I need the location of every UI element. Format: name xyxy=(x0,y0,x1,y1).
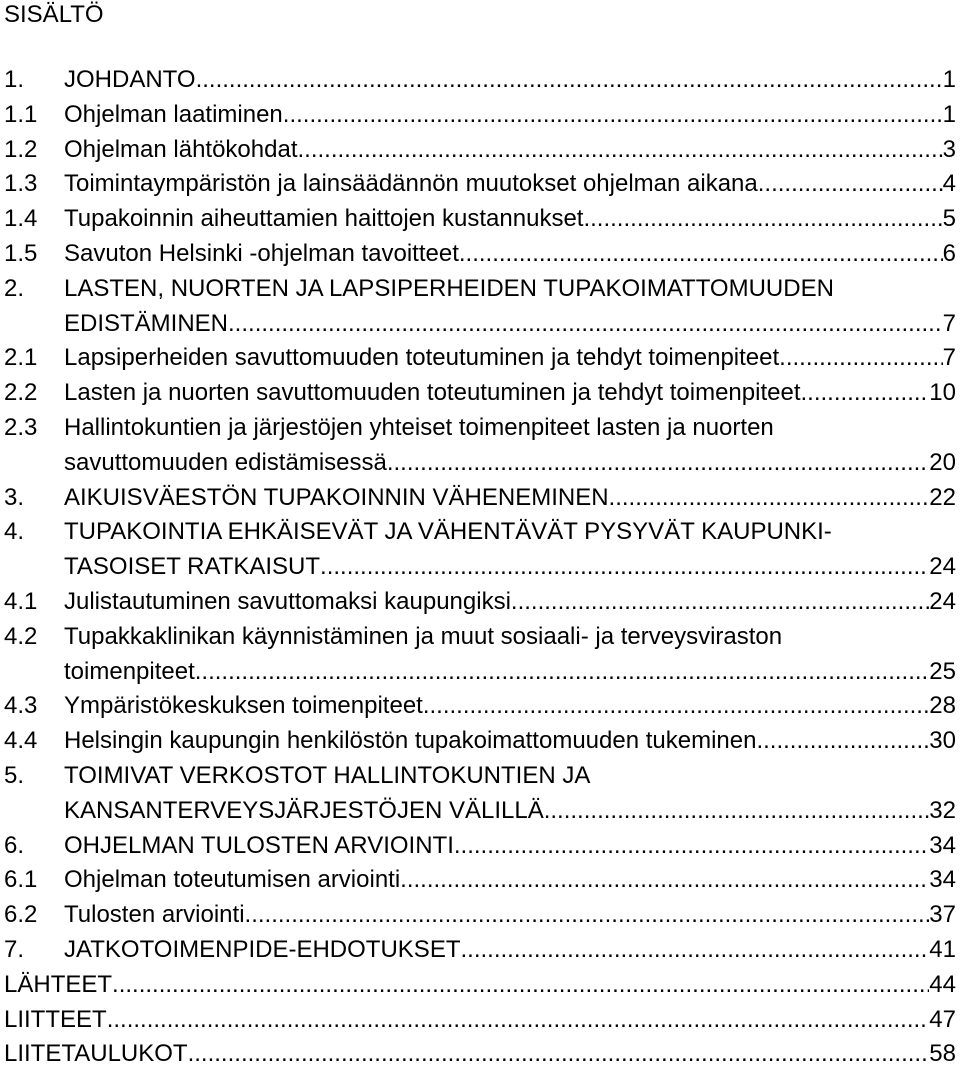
toc-page-number: 28 xyxy=(929,692,956,720)
toc-entry-title: Lapsiperheiden savuttomuuden toteutuminen ja tehdyt toimenpiteet xyxy=(64,344,780,372)
toc-leader-dots xyxy=(196,63,943,97)
toc-page-number: 10 xyxy=(929,379,956,407)
toc-leader-dots xyxy=(544,794,930,828)
toc-page-number: 7 xyxy=(942,344,956,372)
toc-entry-number: 6. xyxy=(4,831,25,859)
toc-page-number: 41 xyxy=(929,936,956,963)
toc-entry-number: 7. xyxy=(4,936,25,963)
toc-entry-number xyxy=(4,307,64,341)
toc-entry-title: toimenpiteet xyxy=(64,657,195,685)
toc-page-number: 24 xyxy=(929,588,956,615)
toc-page-number: 1 xyxy=(942,66,956,93)
toc-entry-number xyxy=(4,655,64,689)
toc-entry-continuation xyxy=(4,272,956,306)
toc-entry-title: Tupakkaklinikan käynnistäminen ja muut sosiaali- ja terveysviraston xyxy=(64,622,783,650)
toc-entry-title: Ohjelman laatiminen xyxy=(64,100,283,128)
toc-page-number: 44 xyxy=(929,970,956,998)
toc-leader-dots xyxy=(107,1003,930,1037)
toc-entry-number: 6.1 xyxy=(4,866,38,894)
toc-entry-continuation xyxy=(4,759,956,793)
toc-entry xyxy=(4,1003,956,1037)
toc-entry-number: 5. xyxy=(4,762,25,789)
toc-page-number: 5 xyxy=(942,205,956,233)
toc-leader-dots xyxy=(320,550,929,584)
toc-entry xyxy=(4,724,956,758)
toc-page-number: 30 xyxy=(929,727,956,755)
toc-entry-title: LASTEN, NUORTEN JA LAPSIPERHEIDEN TUPAKOIMATTOMUUDEN xyxy=(64,274,834,302)
toc-leader-dots xyxy=(758,167,943,201)
toc-entry-number: 4.3 xyxy=(4,692,38,720)
toc-entry xyxy=(4,585,956,619)
toc-entry-number: 4.2 xyxy=(4,622,38,650)
toc-entry-number: 1.4 xyxy=(4,205,38,233)
toc-entry-title: KANSANTERVEYSJÄRJESTÖJEN VÄLILLÄ xyxy=(64,796,544,824)
toc-entry-title: Hallintokuntien ja järjestöjen yhteiset toimenpiteet lasten ja nuorten xyxy=(64,414,774,441)
toc-page-number: 34 xyxy=(929,831,956,859)
toc-leader-dots xyxy=(245,898,930,932)
toc-entry-title: Tulosten arviointi xyxy=(64,901,245,929)
toc-entry-title: Julistautuminen savuttomaksi kaupungiksi xyxy=(64,588,511,615)
toc-entry-title: JATKOTOIMENPIDE-EHDOTUKSET xyxy=(64,936,461,963)
toc-entry xyxy=(4,550,956,584)
toc-entry xyxy=(4,376,956,410)
toc-leader-dots xyxy=(400,863,929,897)
toc-page-number: 32 xyxy=(929,796,956,824)
toc-page-number: 7 xyxy=(942,309,956,337)
toc-page-number: 3 xyxy=(942,135,956,163)
toc-entry xyxy=(4,307,956,341)
toc-page-number: 37 xyxy=(929,901,956,929)
toc-entry-number xyxy=(4,794,64,828)
toc-entry-title: TUPAKOINTIA EHKÄISEVÄT JA VÄHENTÄVÄT PYSYVÄT KAUPUNKI- xyxy=(64,518,832,546)
toc-entry xyxy=(4,98,956,132)
toc-heading: SISÄLTÖ xyxy=(4,1,104,28)
toc-entry xyxy=(4,968,956,1002)
toc-entry-title: Helsingin kaupungin henkilöstön tupakoimattomuuden tukeminen xyxy=(64,727,757,755)
toc-leader-dots xyxy=(609,481,930,515)
toc-entry-number: 1.5 xyxy=(4,240,38,267)
toc-entry xyxy=(4,446,956,480)
toc-entry xyxy=(4,794,956,828)
toc-leader-dots xyxy=(112,968,929,1002)
toc-entry xyxy=(4,202,956,236)
toc-leader-dots xyxy=(460,933,929,967)
toc-entry-number: 1. xyxy=(4,66,25,93)
toc-entry xyxy=(4,1037,956,1071)
toc-page-number: 22 xyxy=(929,483,956,511)
toc-leader-dots xyxy=(454,829,929,863)
toc-leader-dots xyxy=(779,341,942,375)
toc-leader-dots xyxy=(228,307,943,341)
toc-entry xyxy=(4,481,956,515)
toc-entry xyxy=(4,829,956,863)
toc-entry-title: Ohjelman lähtökohdat xyxy=(64,135,298,163)
toc-entry-title: LIITETAULUKOT xyxy=(4,1040,188,1068)
toc-entry xyxy=(4,933,956,967)
toc-entry xyxy=(4,898,956,932)
toc-entry-title: savuttomuuden edistämisessä xyxy=(64,448,387,476)
toc-page-number: 20 xyxy=(929,448,956,476)
toc-page-number: 47 xyxy=(929,1005,956,1033)
toc-leader-dots xyxy=(756,724,929,758)
toc-entry-number: 6.2 xyxy=(4,901,38,929)
toc-entry-number: 2. xyxy=(4,274,25,302)
toc-page-number: 25 xyxy=(929,657,956,685)
toc-entry-number: 1.3 xyxy=(4,170,38,198)
toc-entry-title: TOIMIVAT VERKOSTOT HALLINTOKUNTIEN JA xyxy=(64,762,591,789)
toc-entry xyxy=(4,655,956,689)
toc-entry xyxy=(4,863,956,897)
toc-leader-dots xyxy=(583,202,942,236)
toc-entry-title: EDISTÄMINEN xyxy=(64,309,229,337)
toc-entry-number: 4.1 xyxy=(4,588,38,615)
toc-page-number: 4 xyxy=(942,170,956,198)
toc-leader-dots xyxy=(511,585,929,619)
toc-entry-title: Toimintaympäristön ja lainsäädännön muutokset ohjelman aikana xyxy=(64,170,758,198)
toc-entry-number xyxy=(4,550,64,584)
toc-entry-number: 2.2 xyxy=(4,379,38,407)
toc-entry xyxy=(4,133,956,167)
toc-leader-dots xyxy=(801,376,930,410)
toc-entry-number: 1.1 xyxy=(4,100,38,128)
toc-entry-title: TASOISET RATKAISUT xyxy=(64,553,321,581)
toc-entry-title: AIKUISVÄESTÖN TUPAKOINNIN VÄHENEMINEN xyxy=(64,483,609,511)
toc-entry-title: LÄHTEET xyxy=(4,970,113,998)
toc-entry xyxy=(4,689,956,723)
toc-entry-title: LIITTEET xyxy=(4,1005,107,1033)
toc-leader-dots xyxy=(387,446,929,480)
toc-leader-dots xyxy=(459,237,943,271)
toc-entry-number: 4. xyxy=(4,518,25,546)
toc-entry-title: Lasten ja nuorten savuttomuuden toteutuminen ja tehdyt toimenpiteet xyxy=(64,379,801,407)
toc-entry-title: Savuton Helsinki -ohjelman tavoitteet xyxy=(64,240,459,267)
toc-leader-dots xyxy=(195,655,930,689)
toc-entry-number: 1.2 xyxy=(4,135,38,163)
toc-leader-dots xyxy=(188,1037,930,1071)
toc-page-number: 6 xyxy=(942,240,956,267)
toc-entry-title: JOHDANTO xyxy=(64,66,196,93)
toc-entry xyxy=(4,237,956,271)
toc-page-number: 34 xyxy=(929,866,956,894)
toc-leader-dots xyxy=(297,133,942,167)
toc-entry-number: 2.1 xyxy=(4,344,38,372)
toc-entry-title: Tupakoinnin aiheuttamien haittojen kustannukset xyxy=(64,205,584,233)
toc-entry-number xyxy=(4,446,64,480)
toc-entry-number: 2.3 xyxy=(4,414,38,441)
toc-leader-dots xyxy=(283,98,943,132)
toc-entry-continuation xyxy=(4,515,956,549)
toc-entry-number: 4.4 xyxy=(4,727,38,755)
toc-entry-continuation xyxy=(4,620,956,654)
toc-leader-dots xyxy=(423,689,929,723)
toc-page-number: 1 xyxy=(942,100,956,128)
toc-entry xyxy=(4,63,956,97)
toc-page-number: 58 xyxy=(929,1040,956,1068)
toc-page-number: 24 xyxy=(929,553,956,581)
toc-entry-number: 3. xyxy=(4,483,25,511)
toc-entry-title: Ohjelman toteutumisen arviointi xyxy=(64,866,401,894)
toc-entry xyxy=(4,341,956,375)
toc-entry-continuation xyxy=(4,411,956,445)
toc-entry xyxy=(4,167,956,201)
toc-entry-title: OHJELMAN TULOSTEN ARVIOINTI xyxy=(64,831,454,859)
toc-entry-title: Ympäristökeskuksen toimenpiteet xyxy=(64,692,423,720)
